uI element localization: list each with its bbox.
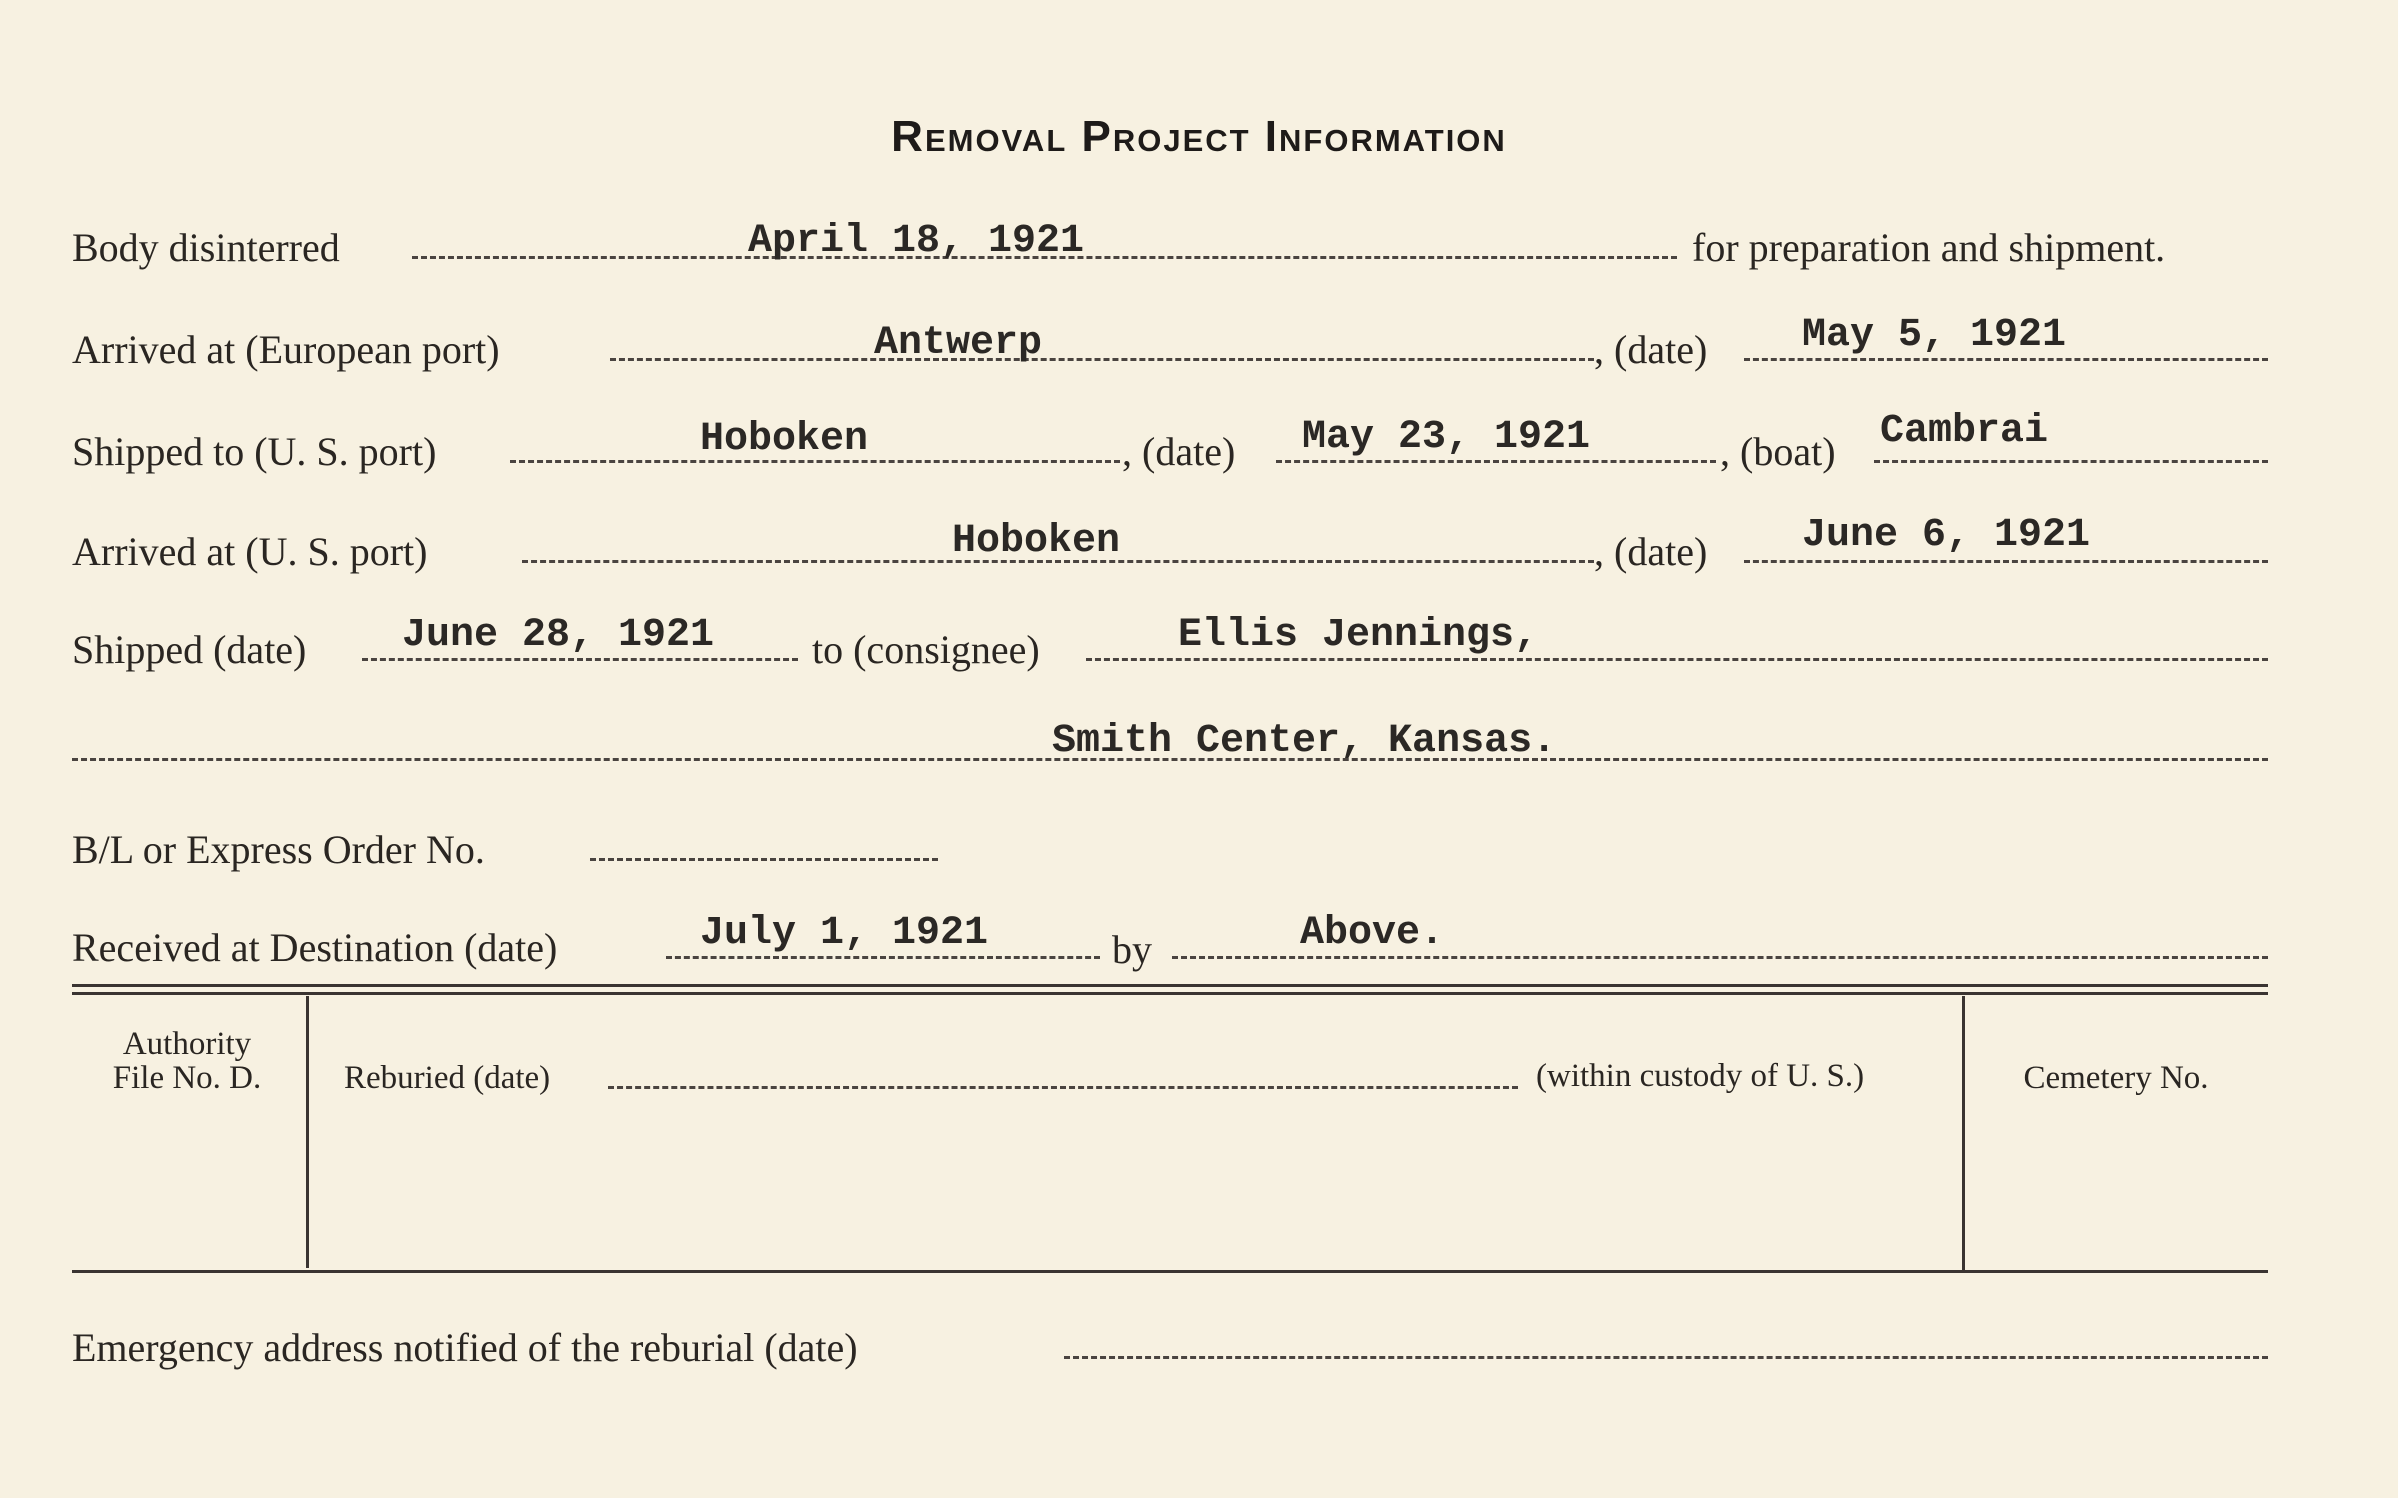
arrived-european-date-label: , (date): [1594, 327, 1708, 372]
box-top-rule-2: [72, 992, 2268, 995]
cemetery-label: Cemetery No.: [2023, 1060, 2209, 1096]
disinterred-value: April 18, 1921: [748, 219, 1085, 264]
shipped-us-boat-line: [1874, 460, 2268, 463]
emergency-label: Emergency address notified of the reburial (date): [72, 1325, 858, 1370]
received-date: July 1, 1921: [700, 911, 989, 956]
consignee-address: Smith Center, Kansas.: [1052, 719, 1557, 764]
box-bottom-rule: [72, 1270, 2268, 1273]
reburied-label: Reburied (date): [344, 1060, 551, 1096]
authority-label-line2: File No. D.: [112, 1060, 262, 1096]
shipped-us-port: Hoboken: [700, 417, 869, 462]
arrived-us-port: Hoboken: [952, 519, 1121, 564]
authority-label-line1: Authority: [122, 1026, 252, 1062]
custody-label: (within custody of U. S.): [1536, 1058, 1865, 1094]
box-divider-left: [306, 996, 309, 1268]
disinterred-label: Body disinterred: [72, 225, 340, 270]
shipped-us-date: May 23, 1921: [1302, 415, 1591, 460]
arrived-us-date-label: , (date): [1594, 529, 1708, 574]
received-line: [666, 956, 1100, 959]
received-by-line: [1172, 956, 2268, 959]
arrived-european-date: May 5, 1921: [1802, 313, 2067, 358]
bl-order-line: [590, 858, 938, 861]
bl-order-label: B/L or Express Order No.: [72, 827, 485, 872]
shipped-us-boat-label: , (boat): [1720, 429, 1836, 474]
arrived-european-label: Arrived at (European port): [72, 327, 500, 372]
disinterred-suffix: for preparation and shipment.: [1692, 225, 2166, 270]
reburied-line: [608, 1086, 1518, 1089]
arrived-us-date-line: [1744, 560, 2268, 563]
shipped-us-date-label: , (date): [1122, 429, 1236, 474]
box-divider-right: [1962, 996, 1965, 1272]
box-top-rule: [72, 984, 2268, 987]
consignee-line: [1086, 658, 2268, 661]
received-by-label: by: [1112, 927, 1152, 972]
consignee-name: Ellis Jennings,: [1178, 613, 1539, 658]
emergency-line: [1064, 1356, 2268, 1359]
shipped-us-boat: Cambrai: [1880, 409, 2049, 454]
arrived-european-line: [610, 358, 1594, 361]
received-by: Above.: [1300, 911, 1445, 956]
shipped-date-label: Shipped (date): [72, 627, 307, 672]
card-title: Removal Project Information: [891, 112, 1507, 161]
received-label: Received at Destination (date): [72, 925, 558, 970]
consignee-label: to (consignee): [812, 627, 1040, 672]
shipped-us-label: Shipped to (U. S. port): [72, 429, 437, 474]
arrived-us-label: Arrived at (U. S. port): [72, 529, 428, 574]
arrived-european-port: Antwerp: [874, 321, 1043, 366]
shipped-date-line: [362, 658, 798, 661]
shipped-date-value: June 28, 1921: [402, 613, 715, 658]
shipped-us-date-line: [1276, 460, 1716, 463]
arrived-european-date-line: [1744, 358, 2268, 361]
arrived-us-date: June 6, 1921: [1802, 513, 2091, 558]
